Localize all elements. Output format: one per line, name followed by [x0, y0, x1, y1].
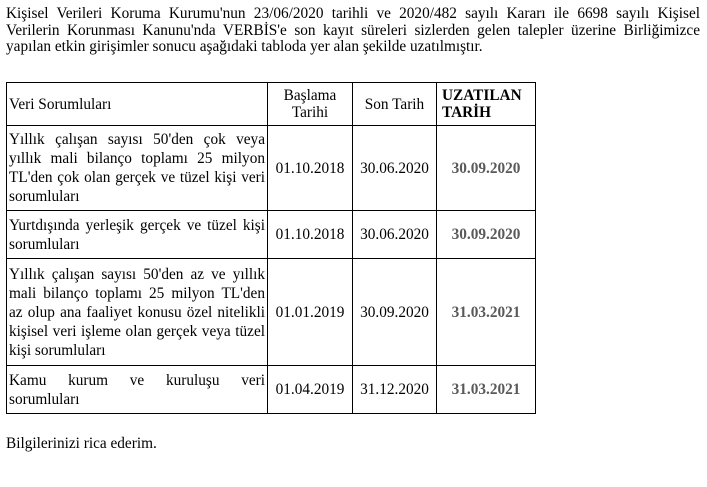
header-baslama-line-1: Başlama: [283, 87, 337, 104]
cell-son: 30.06.2020: [353, 211, 437, 259]
cell-sorumlu: Yurtdışında yerleşik gerçek ve tüzel kişi sorumluları: [7, 211, 268, 259]
header-son-tarih: Son Tarih: [353, 83, 437, 126]
cell-sorumlu: Yıllık çalışan sayısı 50'den çok veya yıllık mali bilanço toplamı 25 milyon TL'den çok olan gerçek ve tüzel kişi veri sorumluları: [7, 126, 268, 211]
intro-line-2: Verilerin Korunması Kanunu'nda VERBİS'e son kayıt süreleri sizlerden gelen talepler üzerine Birliğimizce: [6, 21, 700, 39]
header-uzatilan-line-2: TARİH: [442, 104, 492, 121]
table-row: [7, 211, 536, 259]
cell-uzatilan: 31.03.2021: [437, 259, 536, 366]
cell-baslama: 01.01.2019: [268, 259, 353, 366]
cell-sorumlu: Kamu kurum ve kuruluşu veri sorumluları: [7, 366, 268, 414]
cell-sorumlu: Yıllık çalışan sayısı 50'den az ve yıllık mali bilanço toplamı 25 milyon TL'den az olup ana faaliyet konusu özel nitelikli kişisel veri işleme olan gerçek veya tüzel kişi sorumluları: [7, 259, 268, 366]
cell-baslama: 01.10.2018: [268, 211, 353, 259]
table-row: [7, 259, 536, 366]
intro-line-1: Kişisel Verileri Koruma Kurumu'nun 23/06/2020 tarihli ve 2020/482 sayılı Kararı ile 6698 sayılı Kişisel: [6, 5, 700, 22]
intro-line-3: yapılan etkin girişimler sonucu aşağıdaki tabloda yer alan şekilde uzatılmıştır.: [6, 38, 483, 56]
table-header-row: [7, 83, 536, 126]
header-veri-sorumlulari: Veri Sorumluları: [7, 83, 268, 126]
cell-son: 30.09.2020: [353, 259, 437, 366]
cell-uzatilan: 31.03.2021: [437, 366, 536, 414]
cell-son: 30.06.2020: [353, 126, 437, 211]
intro-paragraph: [6, 6, 700, 56]
verbis-deadline-table: [6, 82, 536, 414]
cell-baslama: 01.04.2019: [268, 366, 353, 414]
header-baslama-tarihi: [268, 83, 353, 126]
header-uzatilan-line-1: UZATILAN: [442, 87, 522, 104]
cell-baslama: 01.10.2018: [268, 126, 353, 211]
cell-son: 31.12.2020: [353, 366, 437, 414]
table-row: [7, 366, 536, 414]
closing-line: Bilgilerinizi rica ederim.: [6, 435, 157, 452]
header-baslama-line-2: Tarihi: [291, 104, 329, 121]
cell-uzatilan: 30.09.2020: [437, 211, 536, 259]
table-row: [7, 126, 536, 211]
header-uzatilan-tarih: [437, 83, 536, 126]
cell-uzatilan: 30.09.2020: [437, 126, 536, 211]
